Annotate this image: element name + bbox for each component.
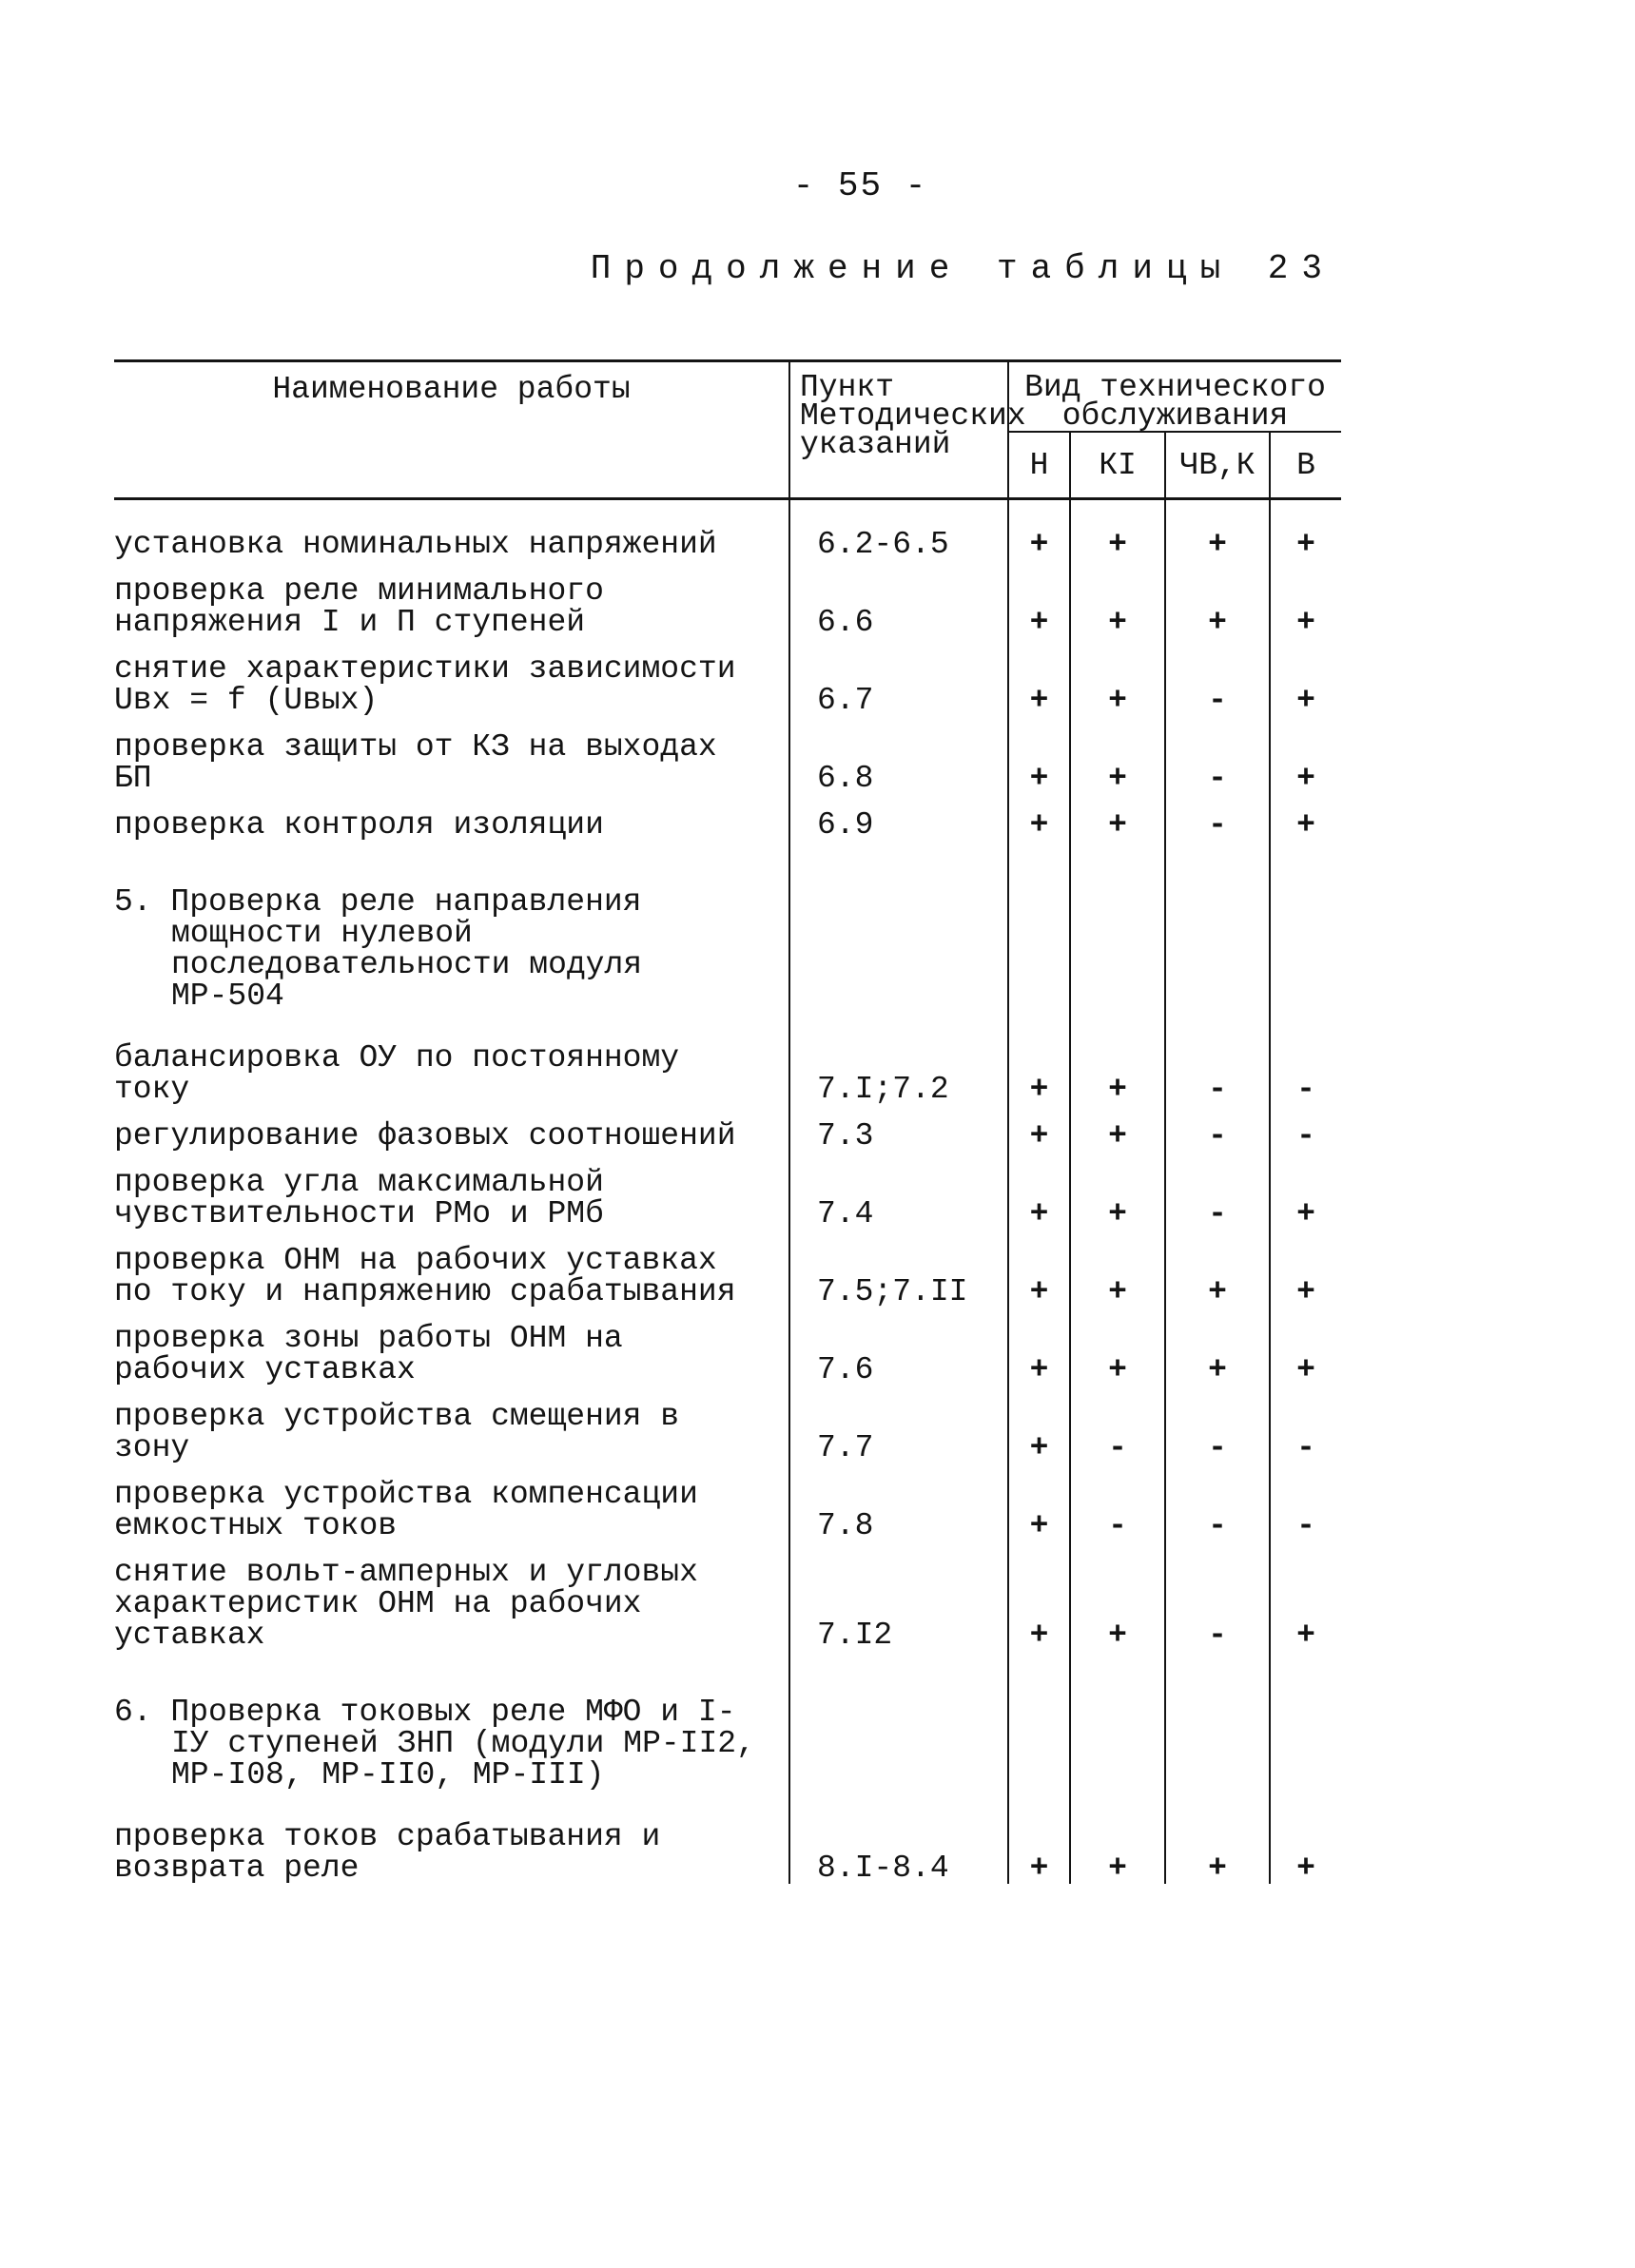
mark-chv-k: -	[1165, 1464, 1270, 1541]
mark-chv-k: -	[1165, 1541, 1270, 1651]
mark-k1: +	[1070, 638, 1165, 716]
guideline-item: 7.I;7.2	[789, 1027, 1008, 1105]
section-mark-cell-v	[1270, 841, 1341, 1027]
mark-chv-k: -	[1165, 1105, 1270, 1152]
guideline-item: 6.9	[789, 794, 1008, 841]
mark-k1: +	[1070, 1027, 1165, 1105]
mark-v: +	[1296, 807, 1315, 843]
mark-n: +	[1008, 638, 1070, 716]
section-mark-cell-n	[1008, 1651, 1070, 1806]
mark-k1: +	[1070, 1230, 1165, 1308]
section-title	[114, 1651, 789, 1806]
section-row	[114, 1651, 1341, 1806]
mark-v: +	[1296, 1274, 1315, 1309]
table-caption: Продолжение таблицы 23	[590, 249, 1335, 288]
table-row	[114, 1464, 1341, 1541]
mark-n: +	[1008, 1386, 1070, 1464]
table-row	[114, 716, 1341, 794]
section-row	[114, 841, 1341, 1027]
mark-v: +	[1296, 683, 1315, 718]
mark-v: +	[1296, 1352, 1315, 1387]
guideline-item: 7.8	[789, 1464, 1008, 1541]
mark-chv-k: -	[1165, 1386, 1270, 1464]
mark-k1: +	[1070, 1541, 1165, 1651]
mark-n: +	[1008, 1105, 1070, 1152]
mark-k1: +	[1070, 716, 1165, 794]
mark-k1: +	[1070, 794, 1165, 841]
header-sub-k1: КI	[1070, 432, 1165, 499]
table-body	[114, 499, 1341, 1885]
mark-n: +	[1008, 1027, 1070, 1105]
page-number: - 55 -	[792, 166, 928, 205]
guideline-item: 7.3	[789, 1105, 1008, 1152]
mark-chv-k: +	[1165, 560, 1270, 638]
mark-v: +	[1296, 1196, 1315, 1231]
work-name: проверка устройства компенсации емкостных токов	[114, 1477, 717, 1543]
guideline-item: 6.8	[789, 716, 1008, 794]
table-row	[114, 1386, 1341, 1464]
mark-chv-k: -	[1165, 794, 1270, 841]
work-name: снятие характеристики зависимости Uвх = f (Uвых)	[114, 651, 755, 718]
mark-v: +	[1296, 761, 1315, 796]
header-sub-chv-k: ЧВ,К	[1165, 432, 1270, 499]
work-name: проверка угла максимальной чувствительности РМо и РМб	[114, 1165, 623, 1231]
guideline-item: 8.I-8.4	[789, 1806, 1008, 1884]
mark-k1: -	[1070, 1464, 1165, 1541]
guideline-item: 6.6	[789, 560, 1008, 638]
table-row	[114, 560, 1341, 638]
guideline-item: 7.I2	[789, 1541, 1008, 1651]
mark-k1: +	[1070, 1308, 1165, 1386]
table-row	[114, 1806, 1341, 1884]
table-row	[114, 1541, 1341, 1651]
guideline-item: 7.5;7.II	[789, 1230, 1008, 1308]
mark-n: +	[1008, 794, 1070, 841]
work-name: регулирование фазовых соотношений	[114, 1118, 736, 1153]
section-title	[114, 841, 789, 1027]
section-mark-cell-v	[1270, 1651, 1341, 1806]
mark-k1: +	[1070, 560, 1165, 638]
table-row	[114, 499, 1341, 561]
guideline-item: 7.7	[789, 1386, 1008, 1464]
mark-chv-k: +	[1165, 1806, 1270, 1884]
mark-v: -	[1296, 1118, 1315, 1153]
mark-chv-k: +	[1165, 1308, 1270, 1386]
work-name: проверка контроля изоляции	[114, 807, 604, 843]
mark-k1: +	[1070, 1105, 1165, 1152]
section-item-cell	[789, 1651, 1008, 1806]
header-maintenance-kind: Вид технического обслуживания	[1008, 361, 1341, 433]
mark-chv-k: -	[1165, 716, 1270, 794]
mark-v: -	[1296, 1430, 1315, 1465]
section-item-cell	[789, 841, 1008, 1027]
mark-k1: +	[1070, 499, 1165, 561]
mark-v: -	[1296, 1072, 1315, 1107]
header-work-name: Наименование работы	[114, 361, 789, 499]
section-mark-cell-k1	[1070, 841, 1165, 1027]
table-row	[114, 1308, 1341, 1386]
mark-v: +	[1296, 527, 1315, 562]
mark-n: +	[1008, 1541, 1070, 1651]
work-name: проверка токов срабатывания и возврата реле	[114, 1819, 680, 1886]
mark-n: +	[1008, 499, 1070, 561]
work-name: проверка зоны работы ОНМ на рабочих уставках	[114, 1321, 642, 1387]
work-name: проверка устройства смещения в зону	[114, 1399, 698, 1465]
mark-chv-k: -	[1165, 638, 1270, 716]
guideline-item: 7.6	[789, 1308, 1008, 1386]
mark-k1: -	[1070, 1386, 1165, 1464]
mark-n: +	[1008, 1806, 1070, 1884]
mark-v: -	[1296, 1508, 1315, 1543]
mark-chv-k: +	[1165, 1230, 1270, 1308]
work-name: снятие вольт-амперных и угловых характеристик ОНМ на рабочих уставках	[114, 1555, 717, 1653]
mark-n: +	[1008, 1230, 1070, 1308]
mark-n: +	[1008, 1464, 1070, 1541]
maintenance-table	[114, 359, 1341, 1884]
guideline-item: 7.4	[789, 1152, 1008, 1230]
mark-v: +	[1296, 1618, 1315, 1653]
work-name: проверка защиты от КЗ на выходах БП	[114, 729, 736, 796]
work-name: проверка реле минимального напряжения I и П ступеней	[114, 573, 623, 640]
section-title-text: 6. Проверка токовых реле МФО и I-IУ ступеней ЗНП (модули МР-II2, МР-I08, МР-II0, МР-III)	[114, 1695, 774, 1793]
mark-v: +	[1296, 1851, 1315, 1886]
work-name: балансировка ОУ по постоянному току	[114, 1040, 698, 1107]
section-mark-cell-n	[1008, 841, 1070, 1027]
maintenance-table-container	[114, 359, 1341, 1884]
table-row	[114, 1105, 1341, 1152]
table-row	[114, 1230, 1341, 1308]
mark-k1: +	[1070, 1152, 1165, 1230]
section-mark-cell-k1	[1070, 1651, 1165, 1806]
mark-chv-k: +	[1165, 499, 1270, 561]
table-row	[114, 638, 1341, 716]
section-mark-cell-chv-k	[1165, 841, 1270, 1027]
work-name: установка номинальных напряжений	[114, 527, 717, 562]
mark-n: +	[1008, 1308, 1070, 1386]
mark-n: +	[1008, 1152, 1070, 1230]
header-sub-n: Н	[1008, 432, 1070, 499]
guideline-item: 6.7	[789, 638, 1008, 716]
section-title-text: 5. Проверка реле направления мощности нулевой последовательности модуля МР-504	[114, 884, 661, 1014]
section-mark-cell-chv-k	[1165, 1651, 1270, 1806]
table-row	[114, 1027, 1341, 1105]
mark-v: +	[1296, 605, 1315, 640]
mark-k1: +	[1070, 1806, 1165, 1884]
mark-n: +	[1008, 560, 1070, 638]
table-row	[114, 794, 1341, 841]
table-row	[114, 1152, 1341, 1230]
header-guideline-item: Пункт Методических указаний	[789, 361, 1008, 499]
header-sub-v: В	[1270, 432, 1341, 499]
mark-chv-k: -	[1165, 1152, 1270, 1230]
mark-n: +	[1008, 716, 1070, 794]
mark-chv-k: -	[1165, 1027, 1270, 1105]
guideline-item: 6.2-6.5	[789, 499, 1008, 561]
work-name: проверка ОНМ на рабочих уставках по току и напряжению срабатывания	[114, 1243, 736, 1309]
